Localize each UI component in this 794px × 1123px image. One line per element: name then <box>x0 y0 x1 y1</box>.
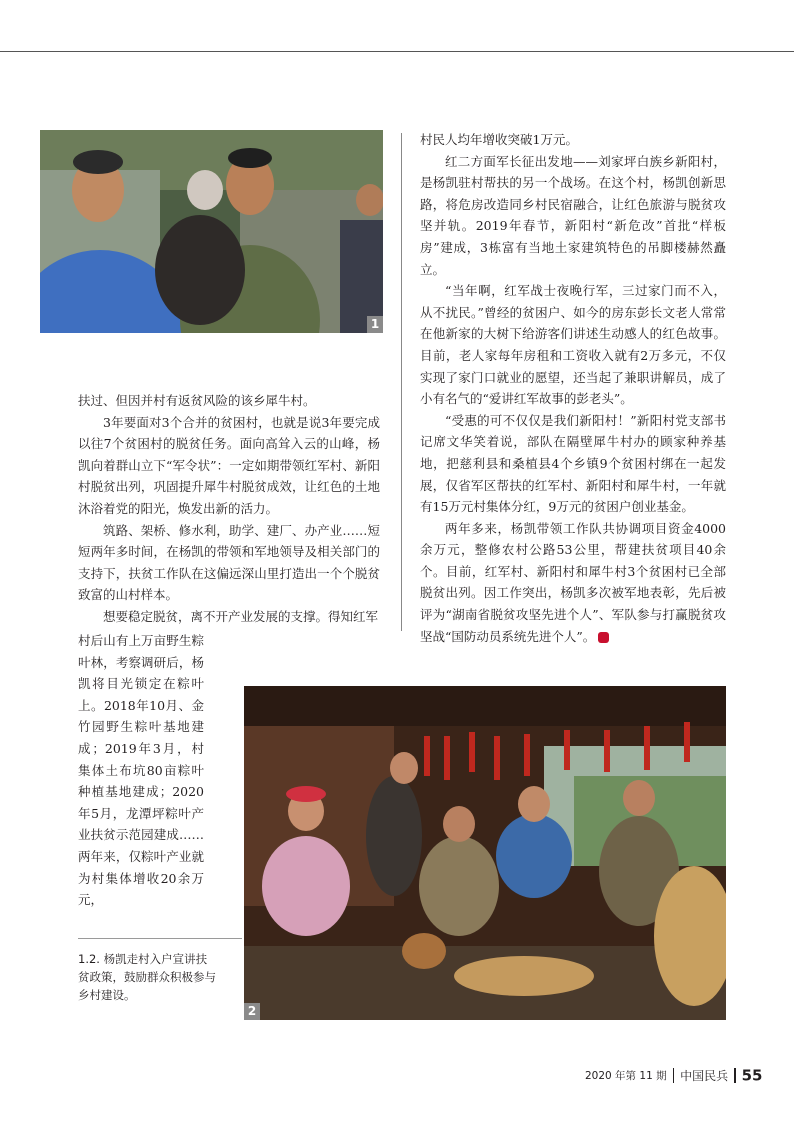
article-column-narrow <box>78 630 204 911</box>
paragraph-text: 两年多来，杨凯带领工作队共协调项目资金4000余万元，整修农村公路53公里，帮建扶贫项目40余个。目前，红军村、新阳村和犀牛村3个贫困村已全部脱贫出列。因工作突出，杨凯多次被军地表彰，先后被评为“湖南省脱贫攻坚先进个人”、军队参与打赢脱贫攻坚战“国防动员系统先进个人”。 <box>420 520 726 644</box>
paragraph: 村民人均年增收突破1万元。 <box>420 132 578 147</box>
photo-caption: 1.2. 杨凯走村入户宣讲扶贫政策，鼓励群众积极参与乡村建设。 <box>78 952 216 1002</box>
article-column-left <box>78 390 380 628</box>
photo-1-image <box>40 130 383 333</box>
paragraph: 扶过、但因并村有返贫风险的该乡犀牛村。 <box>78 393 316 408</box>
article-column-right <box>420 129 726 647</box>
paragraph <box>420 518 726 648</box>
footer-separator <box>673 1068 675 1083</box>
column-divider <box>401 133 402 631</box>
paragraph: “受惠的可不仅仅是我们新阳村！”新阳村党支部书记席文华笑着说，部队在隔壁犀牛村办的顾家种养基地，把慈利县和桑植县4个乡镇9个贫困村绑在一起发展，仅省军区帮扶的红军村、新阳村和犀牛村，一年就有15万元村集体分红，9万元的贫困户创业基金。 <box>420 412 726 515</box>
issue-label: 2020 年第 11 期 <box>585 1070 667 1082</box>
end-mark-icon <box>598 632 609 643</box>
paragraph: 村后山有上万亩野生粽叶林，考察调研后，杨凯将目光锁定在粽叶上。2018年10月、金竹园野生粽叶基地建成；2019年3月，村集体土布坑80亩粽叶种植基地建成；2020年5月，龙潭坪粽叶产业扶贫示范园建成……两年来，仅粽叶产业就为村集体增收20余万元， <box>78 633 204 908</box>
paragraph: 想要稳定脱贫，离不开产业发展的支撑。得知红军 <box>103 608 379 624</box>
paragraph: “当年啊，红军战士夜晚行军，三过家门而不入，从不扰民。”曾经的贫困户、如今的房东彭长文老人常常在他新家的大树下给游客们讲述生动感人的红色故事。目前，老人家每年房租和工资收入就有2万多元，不仅实现了家门口就业的愿望，还当起了兼职讲解员，成了小有名气的“爱讲红军故事的彭老头”。 <box>420 283 726 407</box>
footer-separator <box>734 1068 736 1083</box>
photo-2-number: 2 <box>244 1003 260 1020</box>
page-number: 55 <box>741 1066 763 1085</box>
photo-2-image <box>244 686 726 1020</box>
paragraph: 筑路、架桥、修水利，助学、建厂、办产业……短短两年多时间，在杨凯的带领和军地领导及相关部门的支持下，扶贫工作队在这偏远深山里打造出一个个脱贫致富的山村样本。 <box>78 522 380 603</box>
caption-rule <box>78 938 242 939</box>
header-rule <box>0 51 794 52</box>
paragraph: 3年要面对3个合并的贫困村，也就是说3年要完成以往7个贫困村的脱贫任务。面向高耸入云的山峰，杨凯向着群山立下“军令状”：一定如期带领红军村、新阳村脱贫出列，巩固提升犀牛村脱贫成效，让红色的土地沐浴着党的阳光，焕发出新的活力。 <box>78 414 380 516</box>
paragraph: 红二方面军长征出发地——刘家坪白族乡新阳村，是杨凯驻村帮扶的另一个战场。在这个村，杨凯创新思路，将危房改造同乡村民宿融合，让红色旅游与脱贫攻坚并轨。2019年春节，新阳村“新危改”首批“样板房”建成，3栋富有当地土家建筑特色的吊脚楼赫然矗立。 <box>420 153 726 277</box>
page-footer <box>585 1065 763 1085</box>
photo-2 <box>244 686 726 1020</box>
photo-1-number: 1 <box>367 316 383 333</box>
photo-1 <box>40 130 383 333</box>
magazine-name: 中国民兵 <box>680 1069 729 1083</box>
